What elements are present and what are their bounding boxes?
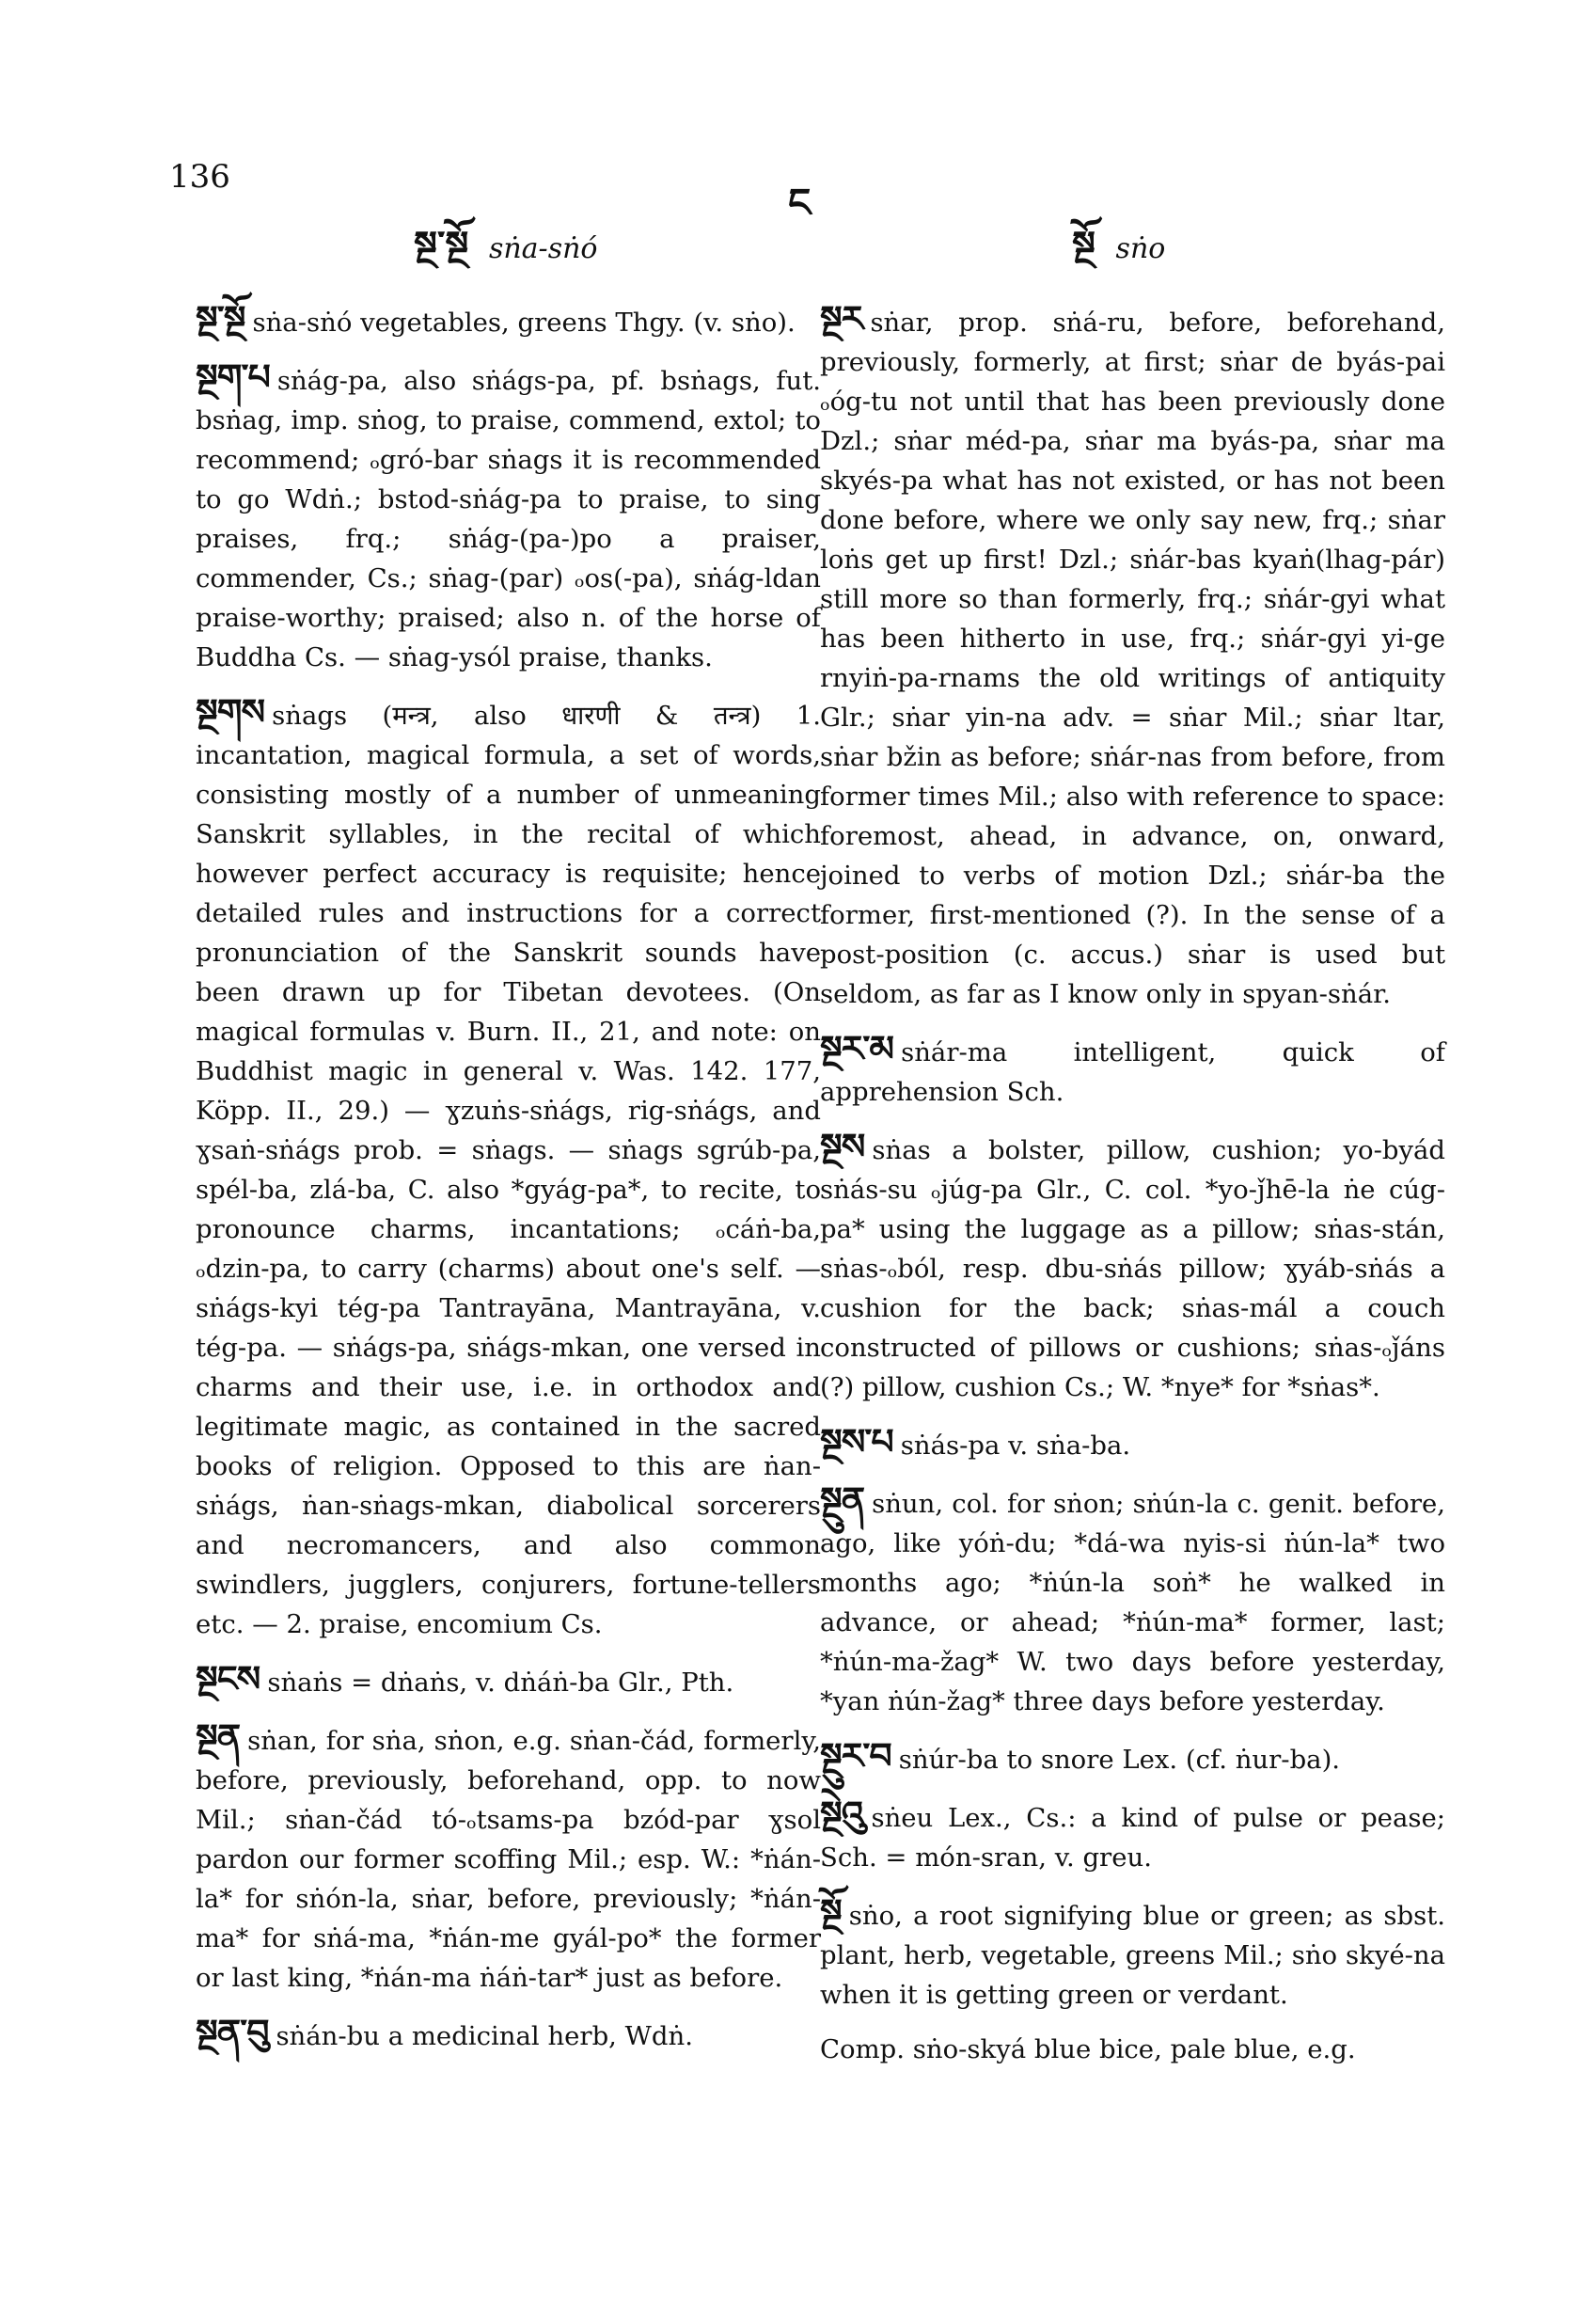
entry-text: sṅan, for sṅa, sṅon, e.g. sṅan-čád, formerly, before, previously, beforehand, opp. to now Mil.; sṅan-čád tó-ₒtsams-pa bzód-par ɣsol pardon our former scoffing Mil.; esp. W.: *ṅán-la* for sṅón-la, sṅar, before, previously; *ṅán-ma* for sṅá-ma, *ṅán-me gyál-po* the former or last king, *ṅán-ma ṅáṅ-tar* just as before. — [196, 1726, 821, 1993]
entry-tibetan: སྔར་མ — [820, 1027, 894, 1069]
entry-tibetan: སྔེའུ — [820, 1793, 864, 1835]
entry-tibetan: སྔངས — [196, 1657, 260, 1700]
page-number: 136 — [169, 158, 230, 196]
entry-text: sṅág-pa, also sṅágs-pa, pf. bsṅags, fut. bsṅag, imp. sṅog, to praise, commend, extol; to recommend; ₒgró-bar sṅags it is recommended to go Wdṅ.; bstod-sṅág-pa to praise, to sing praises, frq.; sṅág-(pa-)po a praiser, commender, Cs.; sṅag-(par) ₒos(-pa), sṅág-ldan praise-worthy; praised; also n. of the horse of Buddha Cs. — sṅag-ysól praise, thanks. — [196, 366, 821, 672]
dictionary-entry — [820, 1794, 1445, 1877]
entry-tibetan: སྔ་སྔོ — [196, 297, 245, 340]
dictionary-entry — [196, 299, 821, 342]
dictionary-entry — [196, 1717, 821, 1998]
left-running-head — [414, 202, 597, 308]
entry-text: sṅeu Lex., Cs.: a kind of pulse or pease; Sch. = món-sran, v. greu. — [820, 1803, 1445, 1873]
entry-text: sṅags (मन्त्र, also धारणी & तन्त्र) 1. incantation, magical formula, a set of words, consisting mostly of a number of unmeaning Sanskrit syllables, in the recital of which however perfect accuracy is requisite; hence detailed rules and instructions for a correct pronunciation of the Sanskrit sounds have been drawn up for Tibetan devotees. (On magical formulas v. Burn. II., 21, and note: on Buddhist magic in general v. Was. 142. 177, Köpp. II., 29.) — ɣzuṅs-sṅágs, rig-sṅágs, and ɣsaṅ-sṅágs prob. = sṅags. — sṅags sgrúb-pa, spél-ba, zlá-ba, C. also *gyág-pa*, to recite, to pronounce charms, incantations; ₒcáṅ-ba, ₒdzin-pa, to carry (charms) about one's self. — sṅágs-kyi tég-pa Tantrayāna, Mantrayāna, v. tég-pa. — sṅágs-pa, sṅágs-mkan, one versed in charms and their use, i.e. in orthodox and legitimate magic, as contained in the sacred books of religion. Opposed to this are ṅan-sṅágs, ṅan-sṅags-mkan, diabolical sorcerers and necromancers, and also common swindlers, jugglers, conjurers, fortune-tellers etc. — 2. praise, encomium Cs. — [196, 701, 821, 1639]
footer-line: Comp. sṅo-skyá blue bice, pale blue, e.g. — [820, 2034, 1356, 2064]
entry-tibetan: སྔུར་བ — [820, 1734, 891, 1777]
dictionary-entry — [196, 357, 821, 677]
dictionary-entry — [820, 1736, 1445, 1779]
entry-tibetan: སྔོ — [820, 1890, 842, 1933]
center-letter: ང — [788, 180, 812, 226]
entry-text: sṅán-bu a medicinal herb, Wdṅ. — [276, 2021, 693, 2051]
dictionary-entry — [196, 1659, 821, 1702]
dictionary-entry — [820, 1029, 1445, 1112]
right-column — [820, 299, 1445, 2084]
left-running-head-tibetan: སྔ་སྔོ — [414, 223, 469, 267]
entry-text: sṅun, col. for sṅon; sṅún-la c. genit. before, ago, like yóṅ-du; *dá-wa nyis-si ṅún-la* two months ago; *ṅún-la soṅ* he walked in advance, or ahead; *ṅún-ma* former, last; *ṅún-ma-žag* W. two days before yesterday, *yan ṅún-žag* three days before yesterday. — [820, 1489, 1445, 1716]
entry-tibetan: སྔག་པ — [196, 356, 270, 398]
entry-text: sṅás-pa v. sṅa-ba. — [900, 1431, 1131, 1461]
right-running-head-text: sṅo — [1115, 232, 1166, 265]
left-running-head-text: sṅa-sṅó — [488, 232, 598, 265]
entry-text: sṅár-ma intelligent, quick of apprehension Sch. — [820, 1037, 1445, 1107]
entry-text: sṅo, a root signifying blue or green; as sbst. plant, herb, vegetable, greens Mil.; sṅo skyé-na when it is getting green or verdant. — [820, 1901, 1445, 2010]
dictionary-entry — [820, 1127, 1445, 1407]
entry-tibetan: སྔས་པ — [820, 1420, 893, 1462]
entry-tibetan: སྔན་བུ — [196, 2011, 269, 2053]
entry-tibetan: སྔས — [820, 1125, 865, 1167]
dictionary-entry — [196, 692, 821, 1644]
entry-text: sṅaṅs = dṅaṅs, v. dṅáṅ-ba Glr., Pth. — [267, 1668, 734, 1698]
entry-tibetan: སྔགས — [196, 690, 265, 733]
dictionary-entry — [820, 1480, 1445, 1721]
dictionary-entry — [820, 1422, 1445, 1465]
entry-text: sṅas a bolster, pillow, cushion; yo-byád sṅás-su ₒjúg-pa Glr., C. col. *yo-ǰhē-la ṅe cúg-pa* using the luggage as a pillow; sṅas-stán, sṅas-ₒból, resp. dbu-sṅás pillow; ɣyáb-sṅás a cushion for the back; sṅas-mál a couch constructed of pillows or cushions; sṅas-ₒǰáns (?) pillow, cushion Cs.; W. *nye* for *sṅas*. — [820, 1135, 1445, 1402]
dictionary-entry — [820, 1892, 1445, 2015]
entry-text: sṅa-sṅó vegetables, greens Thgy. (v. sṅo). — [252, 308, 796, 338]
entry-text: sṅar, prop. sṅá-ru, before, beforehand, previously, formerly, at first; sṅar de byás-pai ₒóg-tu not until that has been previously done Dzl.; sṅar méd-pa, sṅar ma byás-pa, sṅar ma skyés-pa what has not existed, or has not been done before, where we only say new, frq.; sṅar loṅs get up first! Dzl.; sṅár-bas kyaṅ(lhag-pár) still more so than formerly, frq.; sṅár-gyi what has been hitherto in use, frq.; sṅár-gyi yi-ge rnyiṅ-pa-rnams the old writings of antiquity Glr.; sṅar yin-na adv. = sṅar Mil.; sṅar ltar, sṅar bžin as before; sṅár-nas from before, from former times Mil.; also with reference to space: foremost, ahead, in advance, on, onward, joined to verbs of motion Dzl.; sṅár-ba the former, first-mentioned (?). In the sense of a post-position (c. accus.) sṅar is used but seldom, as far as I know only in spyan-sṅár. — [820, 308, 1445, 1009]
entry-text: sṅúr-ba to snore Lex. (cf. ṅur-ba). — [898, 1745, 1341, 1775]
right-running-head-tibetan: སྔོ — [1072, 223, 1095, 267]
dictionary-entry — [196, 2013, 821, 2056]
dictionary-entry — [820, 299, 1445, 1014]
entry-tibetan: སྔར — [820, 297, 863, 340]
entry-tibetan: སྔུན — [820, 1478, 865, 1521]
left-column — [196, 299, 821, 2071]
right-running-head — [1072, 202, 1165, 308]
entry-tibetan: སྔན — [196, 1715, 241, 1758]
